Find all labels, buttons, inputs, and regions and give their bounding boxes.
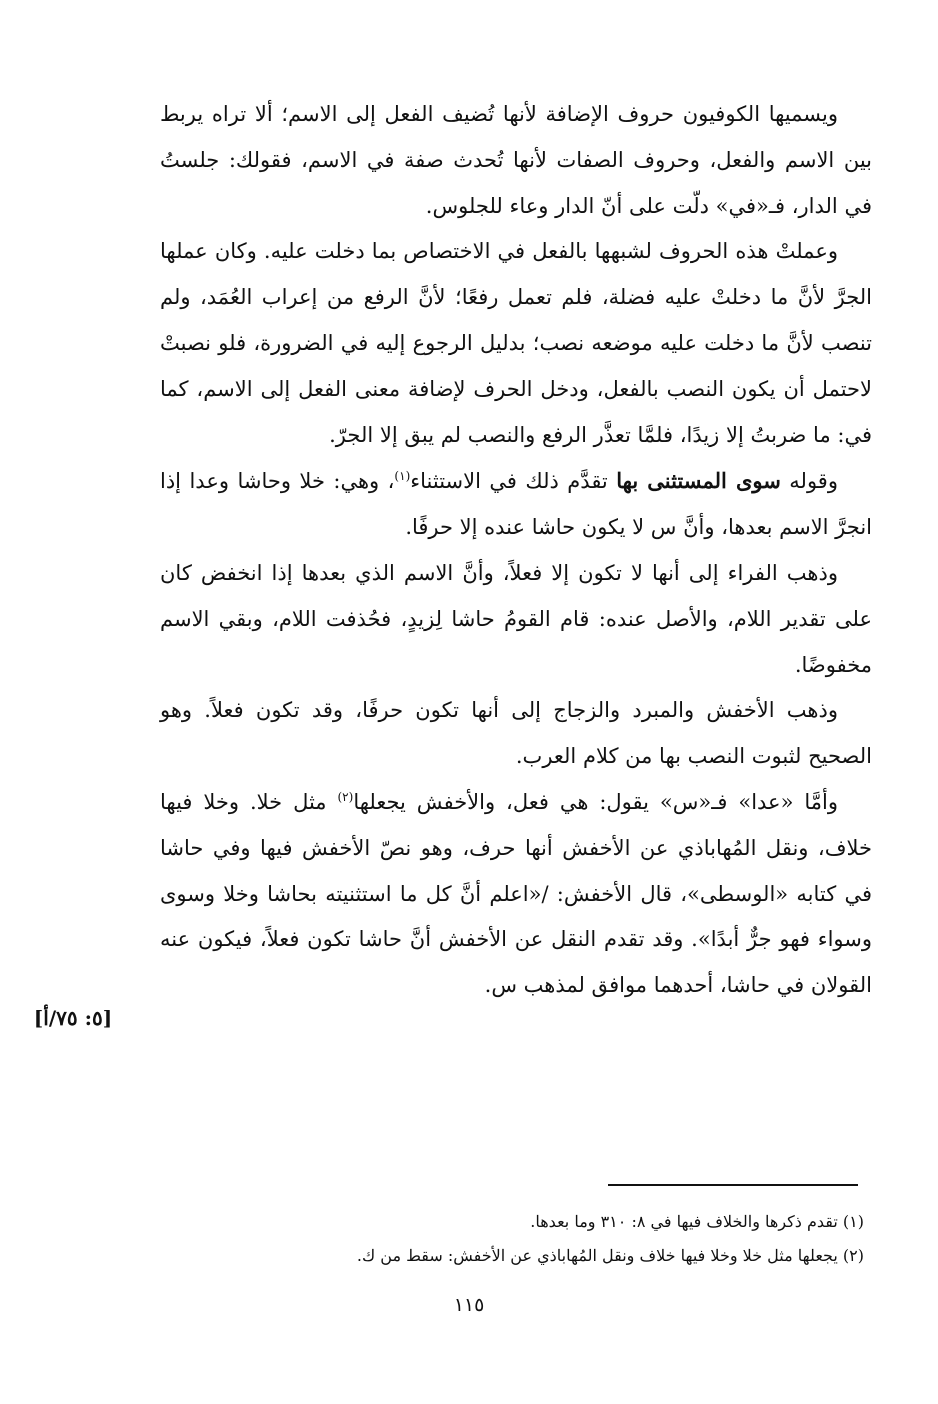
footnote-1: (١) تقدم ذكرها والخلاف فيها في ٨: ٣١٠ وما بعدها. (530, 1212, 864, 1231)
paragraph-5: وذهب الأخفش والمبرد والزجاج إلى أنها تكون حرفًا، وقد تكون فعلاً. وهو الصحيح لثبوت النصب بها من كلام العرب. (160, 698, 872, 769)
footnote-ref-1[interactable]: (١) (394, 469, 411, 484)
paragraph-2: وعملتْ هذه الحروف لشبهها بالفعل في الاختصاص بما دخلت عليه. وكان عملها الجرَّ لأنَّ ما دخلتْ عليه فضلة، فلم تعمل رفعًا؛ لأنَّ الرفع من إعراب العُمَد، ولم تنصب لأنَّ ما دخلت عليه موضعه نصب؛ بدليل الرجوع إليه في الضرورة، فلو نصبتْ لاحتمل أن يكون النصب بالفعل، ودخل الحرف لإضافة معنى الفعل إلى الاسم، كما في: ما ضربتُ إلا زيدًا، فلمَّا تعذَّر الرفع والنصب لم يبق إلا الجرّ. (160, 239, 872, 447)
quoted-phrase: سوى المستثنى بها (616, 468, 781, 494)
main-text (160, 92, 872, 1009)
paragraph-6-after-note: مثل خلا. وخلا فيها خلاف، ونقل المُهاباذي عن الأخفش أنها حرف، وهو نصّ الأخفش فيها وفي حاشا في كتابه «الوسطى»، قال الأخفش: /«اعلم أنَّ كل ما استثنيته بحاشا وخلا وسوى وسواء فهو جرٌّ أبدًا». وقد تقدم النقل عن الأخفش أنَّ حاشا تكون فعلاً، فيكون عنه القولان في حاشا، أحدهما موافق لمذهب س. (160, 789, 872, 998)
manuscript-folio-note: [٥: ٧٥/أ] (33, 1006, 113, 1030)
paragraph-6 (160, 780, 872, 1009)
page-number: ١١٥ (453, 1294, 485, 1316)
paragraph-3-before-note: تقدَّم ذلك في الاستثناء (410, 469, 617, 494)
paragraph-6-before-note: وأمَّا «عدا» فـ«س» يقول: هي فعل، والأخفش يجعلها (353, 789, 838, 814)
footnotes (160, 1205, 864, 1273)
paragraph-3-start: وقوله (789, 469, 838, 494)
paragraph-3 (160, 458, 872, 551)
footnote-ref-2[interactable]: (٢) (337, 789, 354, 804)
paragraph-3-after-note: ، وهي: خلا وحاشا وعدا إذا انجرَّ الاسم بعدها، وأنَّ س لا يكون حاشا عنده إلا حرفًا. (160, 469, 872, 540)
paragraph-4: وذهب الفراء إلى أنها لا تكون إلا فعلاً، وأنَّ الاسم الذي بعدها إذا انخفض كان على تقدير اللام، والأصل عنده: قام القومُ حاشا لِزيدٍ، فحُذفت اللام، وبقي الاسم مخفوضًا. (160, 560, 872, 677)
footnote-separator (608, 1184, 858, 1186)
paragraph-1: ويسميها الكوفيون حروف الإضافة لأنها تُضيف الفعل إلى الاسم؛ ألا تراه يربط بين الاسم والفعل، وحروف الصفات لأنها تُحدث صفة في الاسم، فقولك: جلستُ في الدار، فـ«في» دلّت على أنّ الدار وعاء للجلوس. (160, 102, 872, 218)
footnote-2: (٢) يجعلها مثل خلا وخلا فيها خلاف ونقل المُهاباذي عن الأخفش: سقط من ك. (356, 1246, 864, 1265)
